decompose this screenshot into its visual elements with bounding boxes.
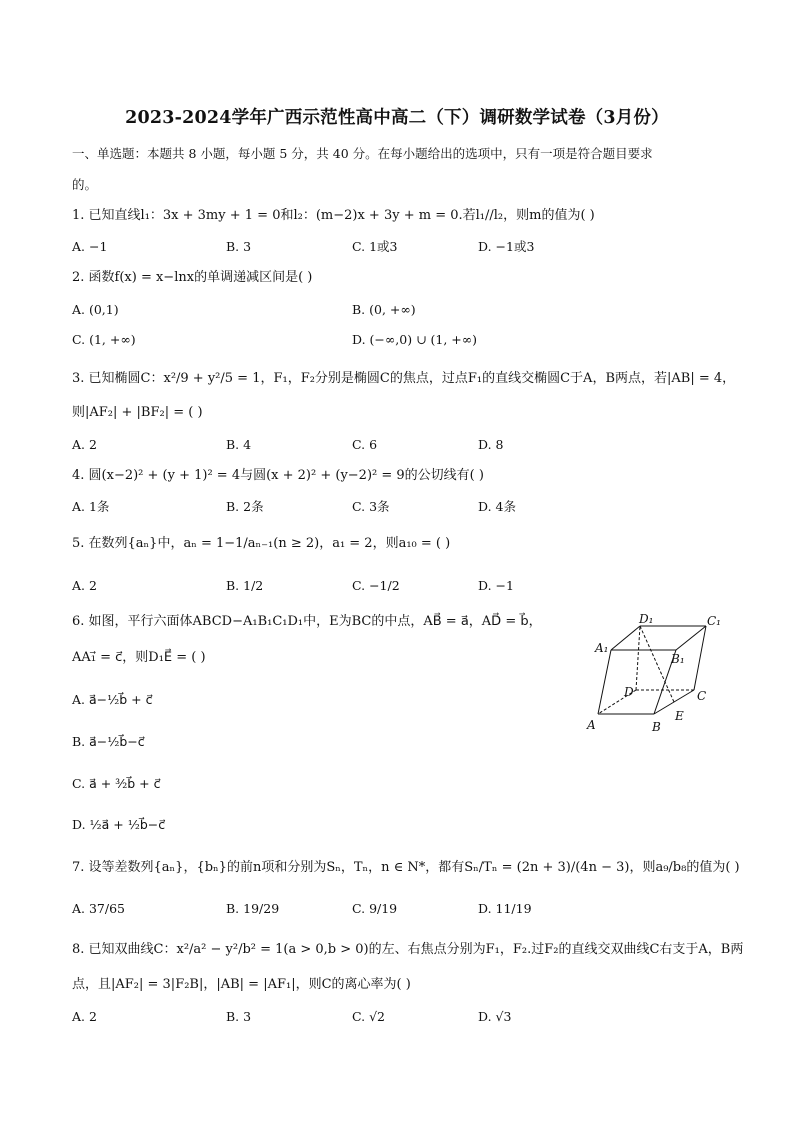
section-heading-line-2: 的。 xyxy=(72,177,98,192)
q3-option-a: A. 2 xyxy=(72,437,97,452)
q4-option-a: A. 1条 xyxy=(72,499,110,514)
q4-option-d: D. 4条 xyxy=(478,499,516,514)
q2-option-a: A. (0,1) xyxy=(72,302,119,317)
section-heading-line-1: 一、单选题：本题共 8 小题，每小题 5 分，共 40 分。在每小题给出的选项中，只有一项是符合题目要求 xyxy=(72,146,653,161)
question-3-stem-line-1: 3. 已知椭圆C：x²/9 + y²/5 = 1，F₁，F₂分别是椭圆C的焦点，过点F₁的直线交椭圆C于A，B两点，若|AB| = 4， xyxy=(72,371,736,386)
q8-option-d: D. √3 xyxy=(478,1009,512,1024)
q7-option-b: B. 19/29 xyxy=(226,901,280,916)
q7-option-d: D. 11/19 xyxy=(478,901,532,916)
label-d: D xyxy=(624,685,634,699)
q2-option-b: B. (0, +∞) xyxy=(352,302,416,317)
question-6-stem-line-1: 6. 如图，平行六面体ABCD−A₁B₁C₁D₁中，E为BC的中点，AB⃗ = a⃗，AD⃗ = b⃗， xyxy=(72,614,542,629)
q8-option-b: B. 3 xyxy=(226,1009,252,1024)
q3-option-b: B. 4 xyxy=(226,437,252,452)
q1-option-b: B. 3 xyxy=(226,239,252,254)
question-5-stem: 5. 在数列{aₙ}中，aₙ = 1−1/aₙ₋₁(n ≥ 2)，a₁ = 2，则a₁₀ = ( ) xyxy=(72,536,451,551)
question-6-stem-line-2: AA₁⃗ = c⃗，则D₁E⃗ = ( ) xyxy=(72,650,206,665)
label-b: B xyxy=(652,720,661,734)
q4-option-b: B. 2条 xyxy=(226,499,264,514)
parallelepiped-diagram xyxy=(582,612,732,740)
q2-option-c: C. (1, +∞) xyxy=(72,332,136,347)
question-8-stem-line-2: 点，且|AF₂| = 3|F₂B|，|AB| = |AF₁|，则C的离心率为( ) xyxy=(72,977,411,992)
label-d1: D₁ xyxy=(639,612,654,626)
q6-option-c: C. a⃗ + ³⁄₂b⃗ + c⃗ xyxy=(72,776,161,791)
q6-option-d: D. ½a⃗ + ½b⃗−c⃗ xyxy=(72,817,166,832)
q2-option-d: D. (−∞,0) ∪ (1, +∞) xyxy=(352,332,478,347)
question-2-stem: 2. 函数f(x) = x−lnx的单调递减区间是( ) xyxy=(72,270,313,285)
q3-option-c: C. 6 xyxy=(352,437,378,452)
q1-option-c: C. 1或3 xyxy=(352,239,398,254)
parallelepiped-figure xyxy=(582,612,732,740)
q5-option-a: A. 2 xyxy=(72,578,97,593)
question-8-stem-line-1: 8. 已知双曲线C：x²/a² − y²/b² = 1(a > 0,b > 0)的左、右焦点分别为F₁，F₂.过F₂的直线交双曲线C右支于A，B两 xyxy=(72,942,744,957)
exam-title: 2023-2024学年广西示范性高中高二（下）调研数学试卷（3月份） xyxy=(125,108,669,128)
q4-option-c: C. 3条 xyxy=(352,499,390,514)
label-e: E xyxy=(675,709,684,723)
q1-option-a: A. −1 xyxy=(72,239,108,254)
question-4-stem: 4. 圆(x−2)² + (y + 1)² = 4与圆(x + 2)² + (y−2)² = 9的公切线有( ) xyxy=(72,468,484,483)
q7-option-c: C. 9/19 xyxy=(352,901,398,916)
label-b1: B₁ xyxy=(671,652,685,666)
q5-option-d: D. −1 xyxy=(478,578,514,593)
q8-option-c: C. √2 xyxy=(352,1009,385,1024)
question-1-stem: 1. 已知直线l₁：3x + 3my + 1 = 0和l₂：(m−2)x + 3y + m = 0.若l₁//l₂，则m的值为( ) xyxy=(72,208,595,223)
q3-option-d: D. 8 xyxy=(478,437,504,452)
label-a: A xyxy=(587,718,596,732)
q5-option-b: B. 1/2 xyxy=(226,578,264,593)
q6-option-a: A. a⃗−½b⃗ + c⃗ xyxy=(72,692,153,707)
label-c: C xyxy=(697,689,707,703)
q5-option-c: C. −1/2 xyxy=(352,578,400,593)
q6-option-b: B. a⃗−½b⃗−c⃗ xyxy=(72,734,145,749)
label-a1: A₁ xyxy=(595,641,609,655)
q8-option-a: A. 2 xyxy=(72,1009,97,1024)
q7-option-a: A. 37/65 xyxy=(72,901,125,916)
label-c1: C₁ xyxy=(707,614,721,628)
question-7-stem: 7. 设等差数列{aₙ}，{bₙ}的前n项和分别为Sₙ，Tₙ，n ∈ N*，都有Sₙ/Tₙ = (2n + 3)/(4n − 3)，则a₉/b₈的值为( ) xyxy=(72,860,740,875)
question-3-stem-line-2: 则|AF₂| + |BF₂| = ( ) xyxy=(72,405,203,420)
q1-option-d: D. −1或3 xyxy=(478,239,535,254)
